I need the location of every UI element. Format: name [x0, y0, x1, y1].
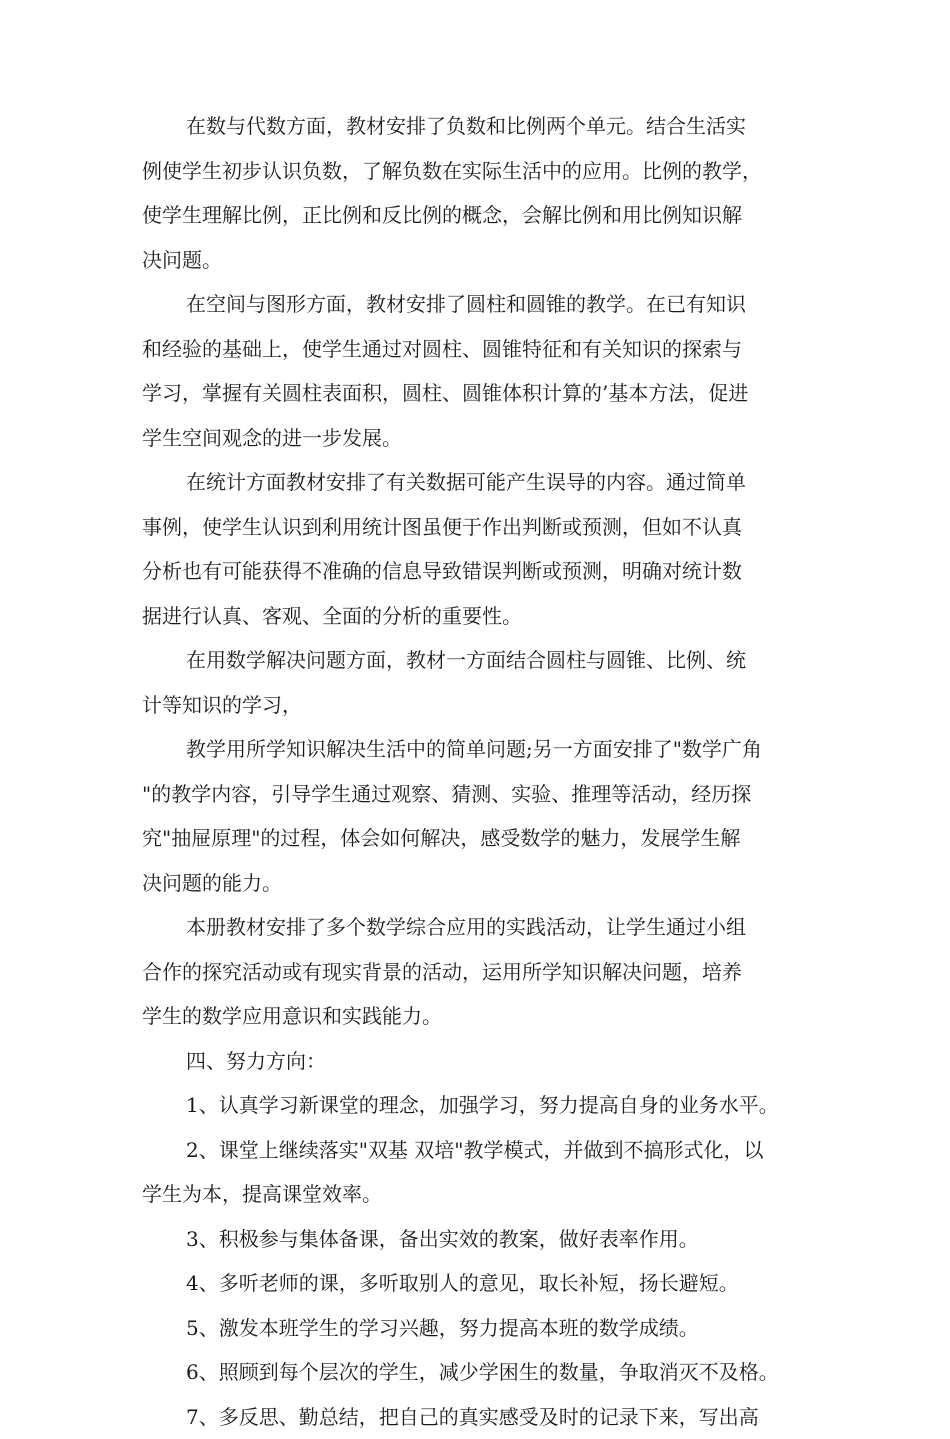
text-line: 合作的探究活动或有现实背景的活动，运用所学知识解决问题，培养: [142, 950, 814, 995]
text-line: 和经验的基础上，使学生通过对圆柱、圆锥特征和有关知识的探索与: [142, 327, 814, 372]
section-heading: 四、努力方向：: [142, 1039, 814, 1084]
list-item: 6、照顾到每个层次的学生，减少学困生的数量，争取消灭不及格。: [142, 1350, 814, 1395]
text-line: 学习，掌握有关圆柱表面积，圆柱、圆锥体积计算的’基本方法，促进: [142, 371, 814, 416]
text-line: 决问题。: [142, 238, 814, 283]
list-item: 2、课堂上继续落实"双基 双培"教学模式，并做到不搞形式化，以: [142, 1128, 814, 1173]
text-line: 在用数学解决问题方面，教材一方面结合圆柱与圆锥、比例、统: [142, 638, 814, 683]
text-line: 计等知识的学习，: [142, 683, 814, 728]
text-line: 究"抽屉原理"的过程，体会如何解决，感受数学的魅力，发展学生解: [142, 816, 814, 861]
text-line: 在数与代数方面，教材安排了负数和比例两个单元。结合生活实: [142, 104, 814, 149]
list-item: 3、积极参与集体备课，备出实效的教案，做好表率作用。: [142, 1217, 814, 1262]
text-line: 教学用所学知识解决生活中的简单问题;另一方面安排了"数学广角: [142, 727, 814, 772]
text-line: 本册教材安排了多个数学综合应用的实践活动，让学生通过小组: [142, 905, 814, 950]
text-line: "的教学内容，引导学生通过观察、猜测、实验、推理等活动，经历探: [142, 772, 814, 817]
text-line: 据进行认真、客观、全面的分析的重要性。: [142, 594, 814, 639]
list-item: 5、激发本班学生的学习兴趣，努力提高本班的数学成绩。: [142, 1306, 814, 1351]
list-item-continuation: 学生为本，提高课堂效率。: [142, 1172, 814, 1217]
text-line: 在统计方面教材安排了有关数据可能产生误导的内容。通过简单: [142, 460, 814, 505]
text-line: 学生空间观念的进一步发展。: [142, 416, 814, 461]
list-item: 7、多反思、勤总结，把自己的真实感受及时的记录下来，写出高: [142, 1395, 814, 1439]
text-line: 例使学生初步认识负数，了解负数在实际生活中的应用。比例的教学，: [142, 149, 814, 194]
document-body: [142, 104, 814, 1439]
text-line: 在空间与图形方面，教材安排了圆柱和圆锥的教学。在已有知识: [142, 282, 814, 327]
text-line: 使学生理解比例，正比例和反比例的概念，会解比例和用比例知识解: [142, 193, 814, 238]
text-line: 分析也有可能获得不准确的信息导致错误判断或预测，明确对统计数: [142, 549, 814, 594]
list-item: 1、认真学习新课堂的理念，加强学习，努力提高自身的业务水平。: [142, 1083, 814, 1128]
text-line: 决问题的能力。: [142, 861, 814, 906]
text-line: 事例，使学生认识到利用统计图虽便于作出判断或预测，但如不认真: [142, 505, 814, 550]
list-item: 4、多听老师的课，多听取别人的意见，取长补短，扬长避短。: [142, 1261, 814, 1306]
text-line: 学生的数学应用意识和实践能力。: [142, 994, 814, 1039]
